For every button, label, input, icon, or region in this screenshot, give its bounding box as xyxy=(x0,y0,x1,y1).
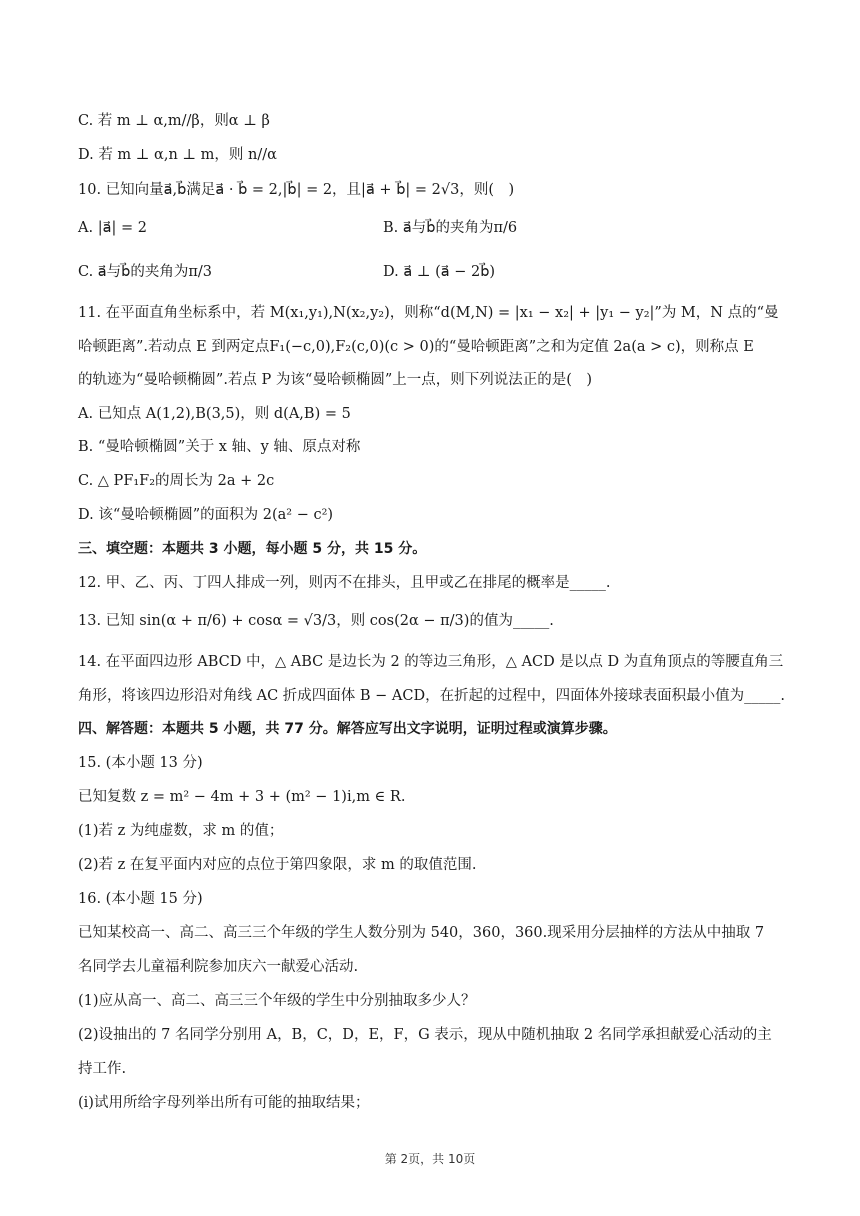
page-footer: 第 2页，共 10页 xyxy=(384,1152,476,1166)
question-14-line2: 角形，将该四边形沿对角线 AC 折成四面体 B − ACD，在折起的过程中，四面体外接球表面积最小值为_____. xyxy=(78,688,785,704)
q11-option-a: A. 已知点 A(1,2),B(3,5)，则 d(A,B) = 5 xyxy=(78,406,351,422)
question-11-line1: 11. 在平面直角坐标系中，若 M(x₁,y₁),N(x₂,y₂)，则称“d(M,N) = |x₁ − x₂| + |y₁ − y₂|”为 M，N 点的“曼 xyxy=(78,305,779,321)
question-16-stem-line1: 已知某校高一、高二、高三三个年级的学生人数分别为 540，360，360.现采用分层抽样的方法从中抽取 7 xyxy=(78,925,765,941)
question-16-header: 16. (本小题 15 分) xyxy=(78,891,203,907)
question-10: 10. 已知向量a⃗,b⃗满足a⃗ · b⃗ = 2,|b⃗| = 2，且|a⃗ + b⃗| = 2√3，则( ) xyxy=(78,182,515,198)
question-15-part2: (2)若 z 在复平面内对应的点位于第四象限，求 m 的取值范围. xyxy=(78,857,477,873)
question-16-part1: (1)应从高一、高二、高三三个年级的学生中分别抽取多少人？ xyxy=(78,993,476,1009)
q10-option-b: B. a⃗与b⃗的夹角为π/6 xyxy=(383,220,518,236)
section-fill-blank-heading: 三、填空题：本题共 3 小题，每小题 5 分，共 15 分。 xyxy=(78,541,427,557)
question-13: 13. 已知 sin(α + π/6) + cosα = √3/3，则 cos(2α − π/3)的值为_____. xyxy=(78,613,554,629)
section-answer-heading: 四、解答题：本题共 5 小题，共 77 分。解答应写出文字说明，证明过程或演算步骤。 xyxy=(78,721,617,737)
q10-option-a: A. |a⃗| = 2 xyxy=(78,220,147,236)
option-c-q9: C. 若 m ⊥ α,m//β，则α ⊥ β xyxy=(78,113,270,129)
question-16-stem-line2: 名同学去儿童福利院参加庆六一献爱心活动. xyxy=(78,959,359,975)
question-12: 12. 甲、乙、丙、丁四人排成一列，则丙不在排头，且甲或乙在排尾的概率是_____. xyxy=(78,575,611,591)
question-11-line3: 的轨迹为“曼哈顿椭圆”.若点 P 为该“曼哈顿椭圆”上一点，则下列说法正的是( ) xyxy=(78,372,593,388)
q10-option-d: D. a⃗ ⊥ (a⃗ − 2b⃗) xyxy=(383,264,496,280)
question-16-part2-i: (ⅰ)试用所给字母列举出所有可能的抽取结果； xyxy=(78,1095,370,1111)
question-15-part1: (1)若 z 为纯虚数，求 m 的值； xyxy=(78,823,284,839)
question-16-part2-line2: 持工作. xyxy=(78,1061,127,1077)
q11-option-c: C. △ PF₁F₂的周长为 2a + 2c xyxy=(78,473,275,489)
option-d-q9: D. 若 m ⊥ α,n ⊥ m，则 n//α xyxy=(78,147,277,163)
question-14-line1: 14. 在平面四边形 ABCD 中，△ ABC 是边长为 2 的等边三角形，△ ACD 是以点 D 为直角顶点的等腰直角三 xyxy=(78,654,784,670)
q11-option-b: B. “曼哈顿椭圆”关于 x 轴、y 轴、原点对称 xyxy=(78,439,361,455)
q11-option-d: D. 该“曼哈顿椭圆”的面积为 2(a² − c²) xyxy=(78,507,334,523)
question-11-line2: 哈顿距离”.若动点 E 到两定点F₁(−c,0),F₂(c,0)(c > 0)的“曼哈顿距离”之和为定值 2a(a > c)，则称点 E xyxy=(78,339,754,355)
question-16-part2-line1: (2)设抽出的 7 名同学分别用 A，B，C，D，E，F，G 表示，现从中随机抽取 2 名同学承担献爱心活动的主 xyxy=(78,1027,772,1043)
question-15-stem: 已知复数 z = m² − 4m + 3 + (m² − 1)i,m ∈ R. xyxy=(78,789,406,805)
question-15-header: 15. (本小题 13 分) xyxy=(78,755,203,771)
q10-option-c: C. a⃗与b⃗的夹角为π/3 xyxy=(78,264,213,280)
